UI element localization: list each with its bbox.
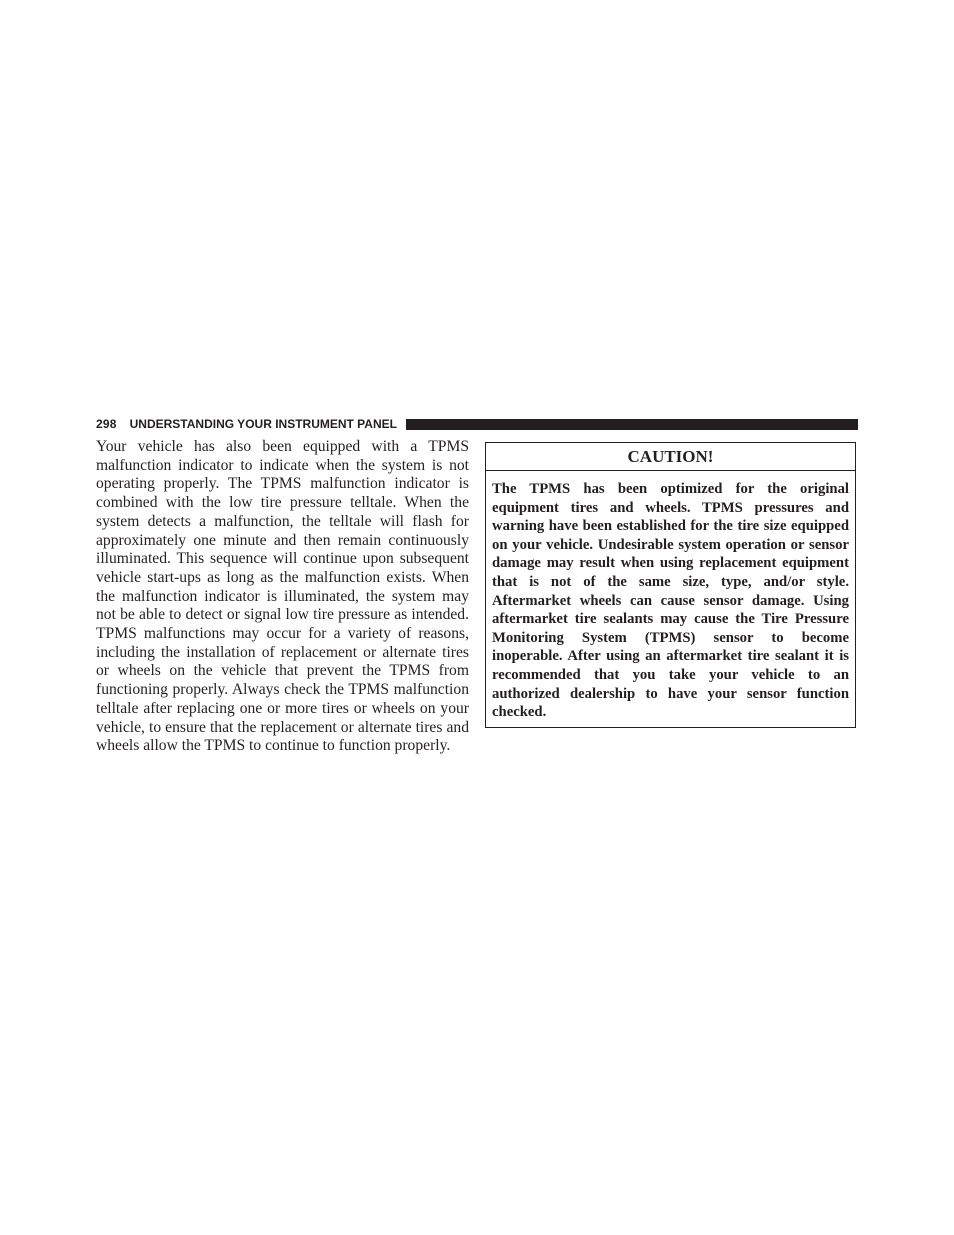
section-title: UNDERSTANDING YOUR INSTRUMENT PANEL [129,417,397,431]
page-header [96,417,858,431]
body-paragraph: Your vehicle has also been equipped with a TPMS malfunction indicator to indicate when the system is not operating properly. The TPMS malfunction indicator is combined with the low tire pressure telltale. When the system detects a malfunction, the telltale will flash for approximately one minute and then remain continuously illuminated. This sequence will continue upon subsequent vehicle start-ups as long as the malfunction exists. When the malfunction indicator is illuminated, the system may not be able to detect or signal low tire pressure as intended. TPMS malfunctions may occur for a variety of reasons, including the installation of replacement or alternate tires or wheels on the vehicle that prevent the TPMS from functioning properly. Always check the TPMS malfunction telltale after replacing one or more tires or wheels on your vehicle, to ensure that the replacement or alternate tires and wheels allow the TPMS to continue to function properly. [96,438,469,755]
caution-text: The TPMS has been optimized for the original equipment tires and wheels. TPMS pressures and warning have been established for the tire size equipped on your vehicle. Undesirable system operation or sensor damage may result when using replacement equipment that is not of the same size, type, and/or style. Aftermarket wheels can cause sensor damage. Using aftermarket tire sealants may cause the Tire Pressure Monitoring System (TPMS) sensor to become inoperable. After using an aftermarket tire sealant it is recommended that you take your vehicle to an authorized dealership to have your sensor function checked. [492,481,849,721]
page-number: 298 [96,417,117,431]
header-rule-bar [406,419,858,430]
caution-box [485,442,856,728]
caution-title: CAUTION! [486,443,855,471]
